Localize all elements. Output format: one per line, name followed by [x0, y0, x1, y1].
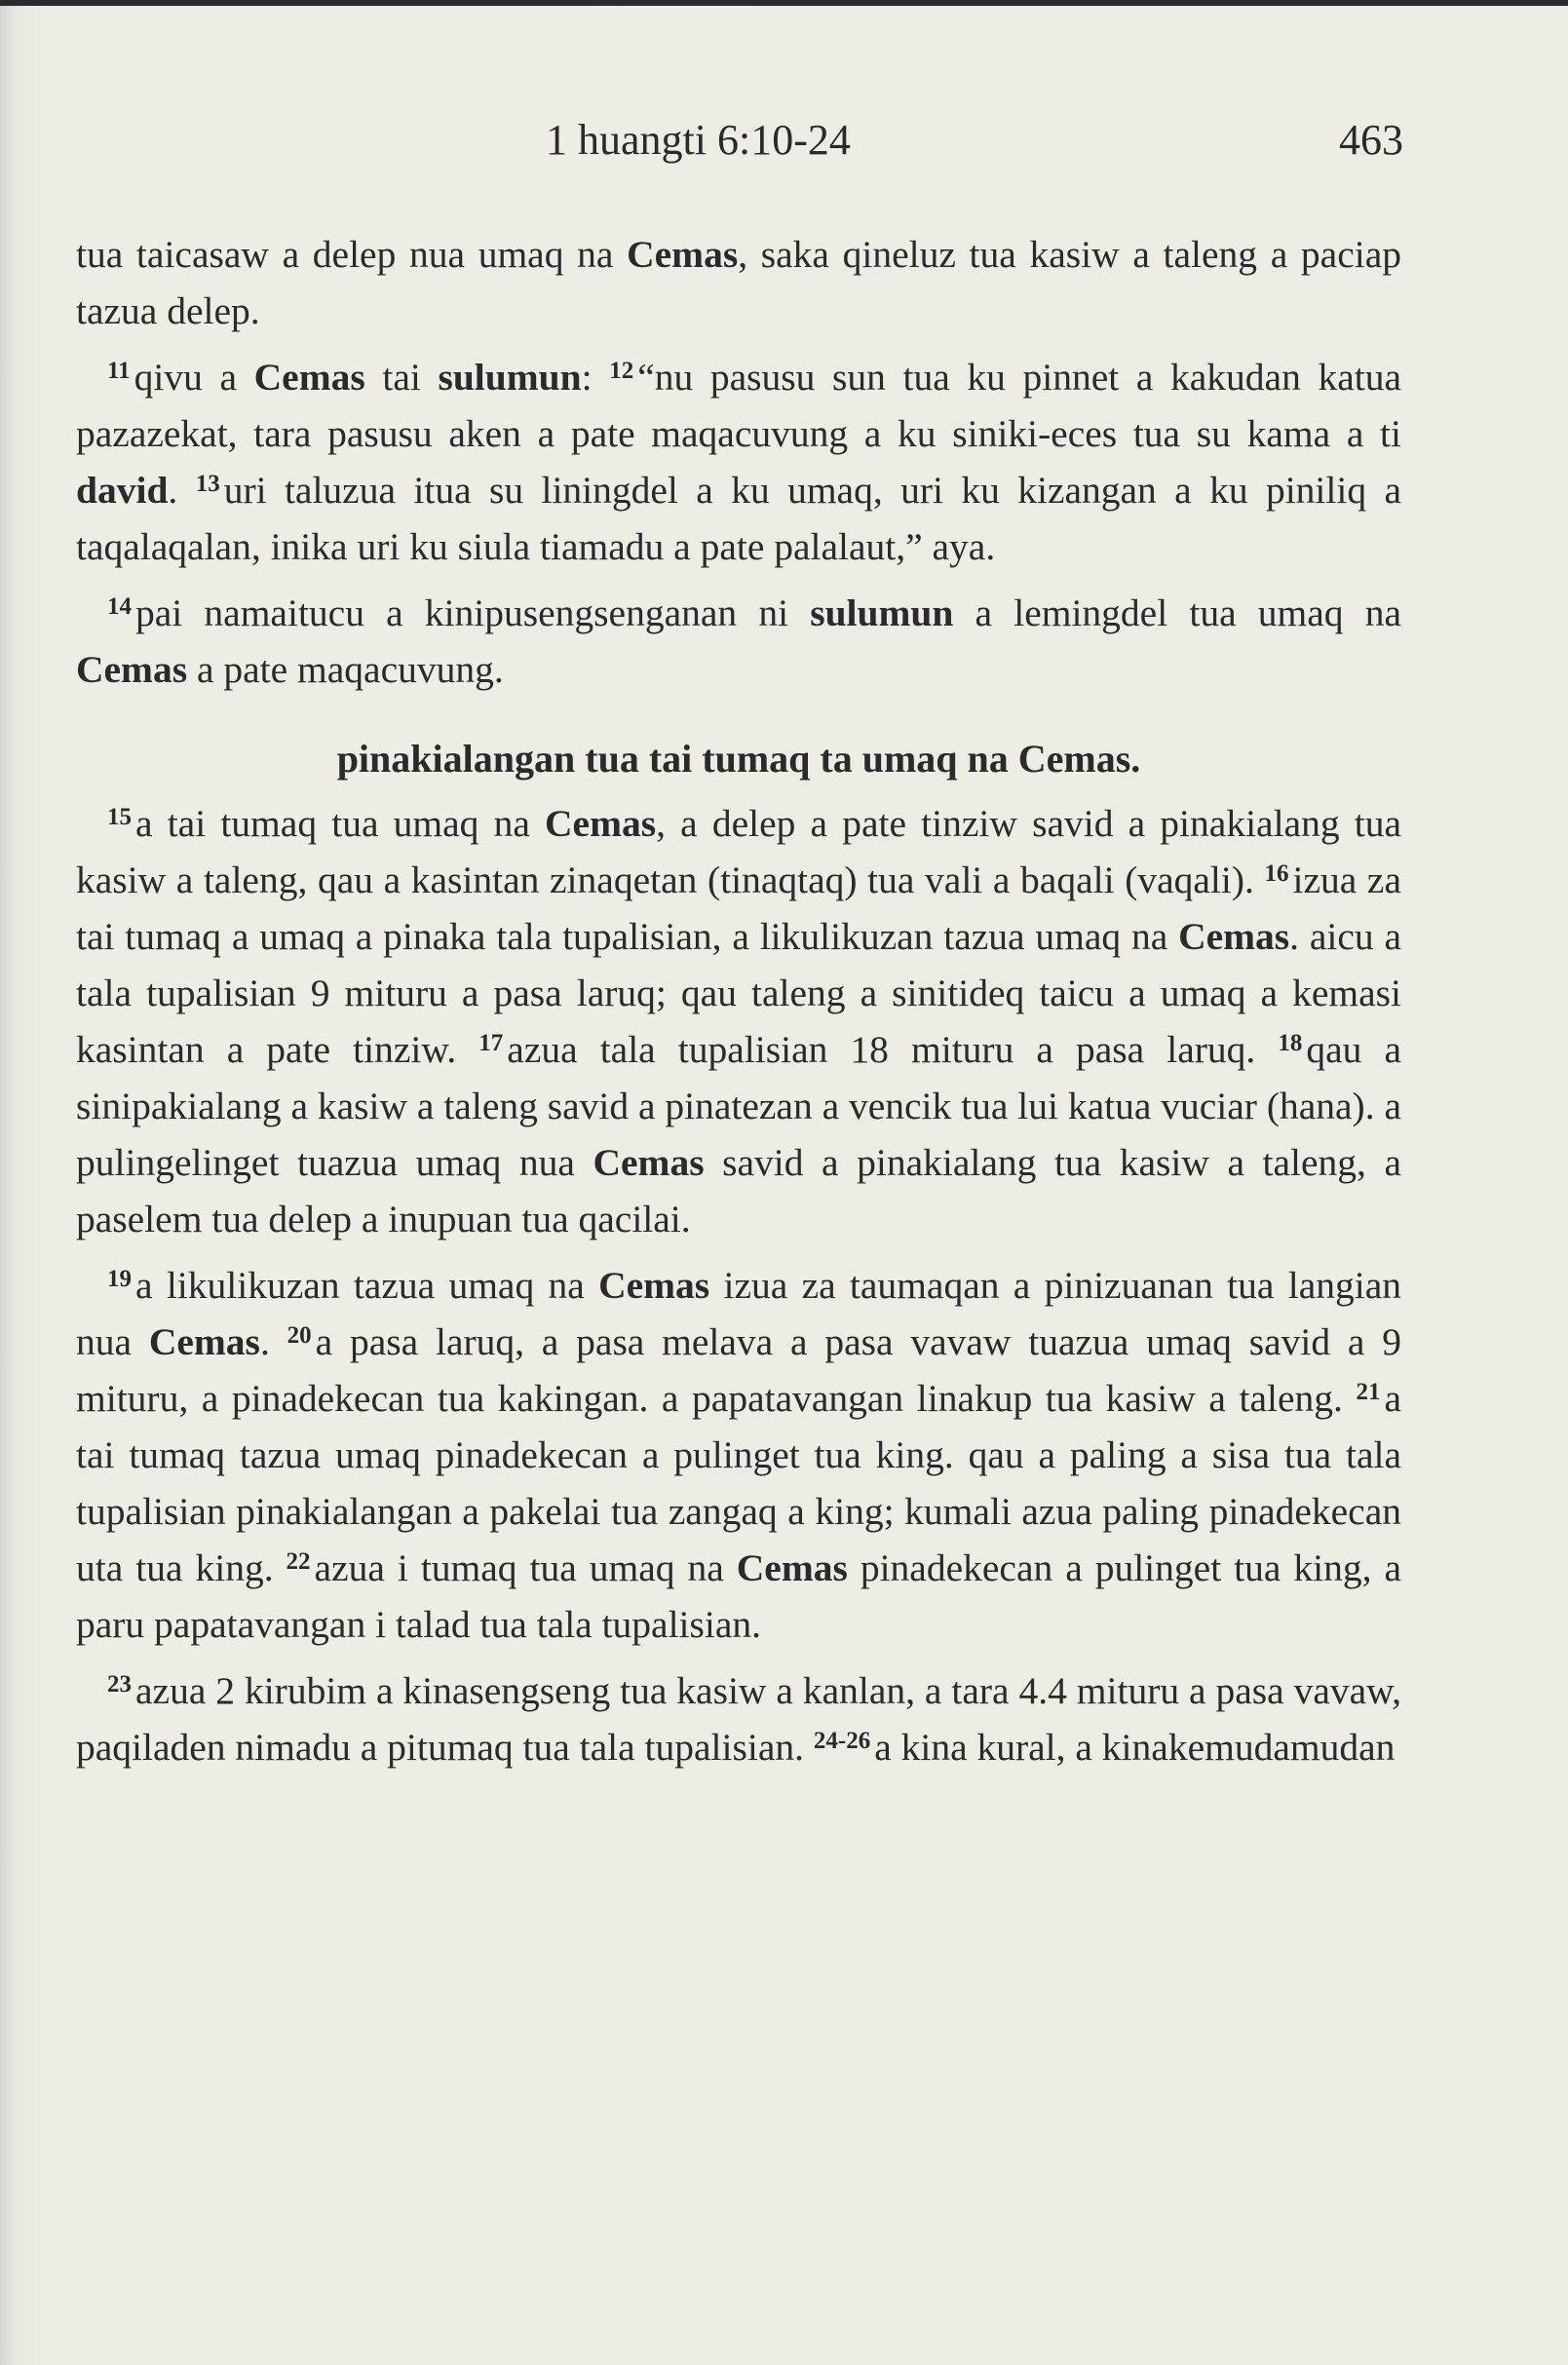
bold-term: Cemas	[736, 1546, 848, 1589]
verse-number: 19	[107, 1266, 132, 1292]
text-run: azua tala tupalisian 18 mituru a pasa laruq.	[507, 1028, 1279, 1071]
paragraph	[76, 1662, 1401, 1775]
text-run: tua taicasaw a delep nua umaq na	[76, 233, 628, 276]
text-run: tai	[364, 356, 439, 399]
paragraph	[76, 1257, 1401, 1653]
text-run: a pate maqacuvung.	[187, 648, 504, 691]
text-run: uri taluzua itua su liningdel a ku umaq, uri ku kizangan a ku piniliq a taqalaqalan, inika uri ku siula tiamadu a pate palalaut,” aya.	[76, 469, 1402, 568]
text-run: pinadekecan a pulinget tua king, a paru papatavangan i talad tua tala tupalisian.	[76, 1546, 1401, 1646]
verse-number: 21	[1356, 1379, 1381, 1405]
text-run: , a delep a pate tinziw savid a pinakialang tua kasiw a taleng, qau a kasintan zinaqetan (tinaqtaq) tua vali a baqali (vaqali).	[76, 802, 1401, 901]
text-run: pinakialangan tua tai tumaq ta umaq na Cemas.	[336, 737, 1141, 781]
text-run: , saka qineluz tua kasiw a taleng a paciap tazua delep.	[76, 233, 1401, 332]
text-run: . aicu a tala tupalisian 9 mituru a pasa laruq; qau taleng a sinitideq taicu a umaq a kemasi kasintan a pate tinziw.	[76, 915, 1401, 1071]
paragraph	[76, 585, 1401, 698]
bold-term: Cemas	[76, 648, 188, 691]
text-run: izua za taumaqan a pinizuanan tua langian nua	[76, 1264, 1401, 1363]
text-run: a kina kural, a kinakemudamudan	[874, 1726, 1396, 1769]
verse-number: 20	[287, 1322, 312, 1349]
text-run: savid a pinakialang tua kasiw a taleng, a paselem tua delep a inupuan tua qacilai.	[76, 1141, 1401, 1240]
page-number: 463	[1339, 116, 1403, 164]
verse-number: 15	[107, 804, 132, 830]
verse-number: 12	[609, 358, 634, 384]
bold-term: Cemas	[627, 233, 739, 276]
bold-term: david	[76, 469, 169, 512]
paragraph	[76, 226, 1401, 339]
verse-number: 13	[195, 471, 220, 497]
verse-number: 18	[1278, 1030, 1303, 1056]
text-run: .	[168, 469, 196, 512]
bold-term: Cemas	[598, 1264, 710, 1307]
text-run: qivu a	[134, 356, 254, 399]
text-run: qau a sinipakialang a kasiw a taleng savid a pinatezan a vencik tua lui katua vuciar (hana). a pulingelinget tuazua umaq nua	[76, 1028, 1401, 1184]
text-run: :	[581, 356, 610, 399]
running-title: 1 huangti 6:10-24	[546, 116, 851, 164]
verse-number: 17	[478, 1030, 504, 1056]
verse-number: 24-26	[813, 1728, 871, 1754]
bold-term: Cemas	[253, 356, 365, 399]
verse-number: 23	[107, 1671, 132, 1697]
verse-number: 11	[107, 358, 131, 384]
text-run: pai namaitucu a kinipusengsenganan ni	[135, 591, 811, 634]
text-run: azua 2 kirubim a kinasengseng tua kasiw a kanlan, a tara 4.4 mituru a pasa vavaw, paqiladen nimadu a pitumaq tua tala tupalisian.	[76, 1669, 1401, 1769]
bold-term: Cemas	[593, 1141, 705, 1184]
bold-term: Cemas	[148, 1320, 260, 1363]
text-run: a likulikuzan tazua umaq na	[135, 1264, 599, 1307]
text-run: a tai tumaq tua umaq na	[135, 802, 546, 845]
text-run: azua i tumaq tua umaq na	[314, 1546, 737, 1589]
bold-term: sulumun	[810, 591, 954, 634]
text-run: a pasa laruq, a pasa melava a pasa vavaw tuazua umaq savid a 9 mituru, a pinadekecan tua kakingan. a papatavangan linakup tua kasiw a taleng.	[76, 1320, 1401, 1420]
verse-number: 22	[286, 1548, 311, 1575]
bold-term: Cemas	[1178, 915, 1290, 958]
paragraph	[76, 349, 1401, 575]
section-heading	[76, 731, 1401, 787]
page-body	[76, 226, 1401, 1785]
text-run: a tai tumaq tazua umaq pinadekecan a pulinget tua king. qau a paling a sisa tua tala tupalisian pinakialangan a pakelai tua zangaq a king; kumali azua paling pinadekecan uta tua king.	[76, 1377, 1401, 1589]
text-run: .	[259, 1320, 287, 1363]
bold-term: Cemas	[545, 802, 657, 845]
bold-term: sulumun	[438, 356, 582, 399]
page-header	[526, 115, 1415, 173]
text-run: “nu pasusu sun tua ku pinnet a kakudan katua pazazekat, tara pasusu aken a pate maqacuvung a ku siniki-eces tua su kama a ti	[76, 356, 1401, 455]
paragraph	[76, 795, 1401, 1247]
text-run: a lemingdel tua umaq na	[953, 591, 1401, 634]
verse-number: 14	[107, 593, 132, 620]
verse-number: 16	[1264, 860, 1289, 887]
text-run: izua za tai tumaq a umaq a pinaka tala tupalisian, a likulikuzan tazua umaq na	[76, 858, 1401, 958]
